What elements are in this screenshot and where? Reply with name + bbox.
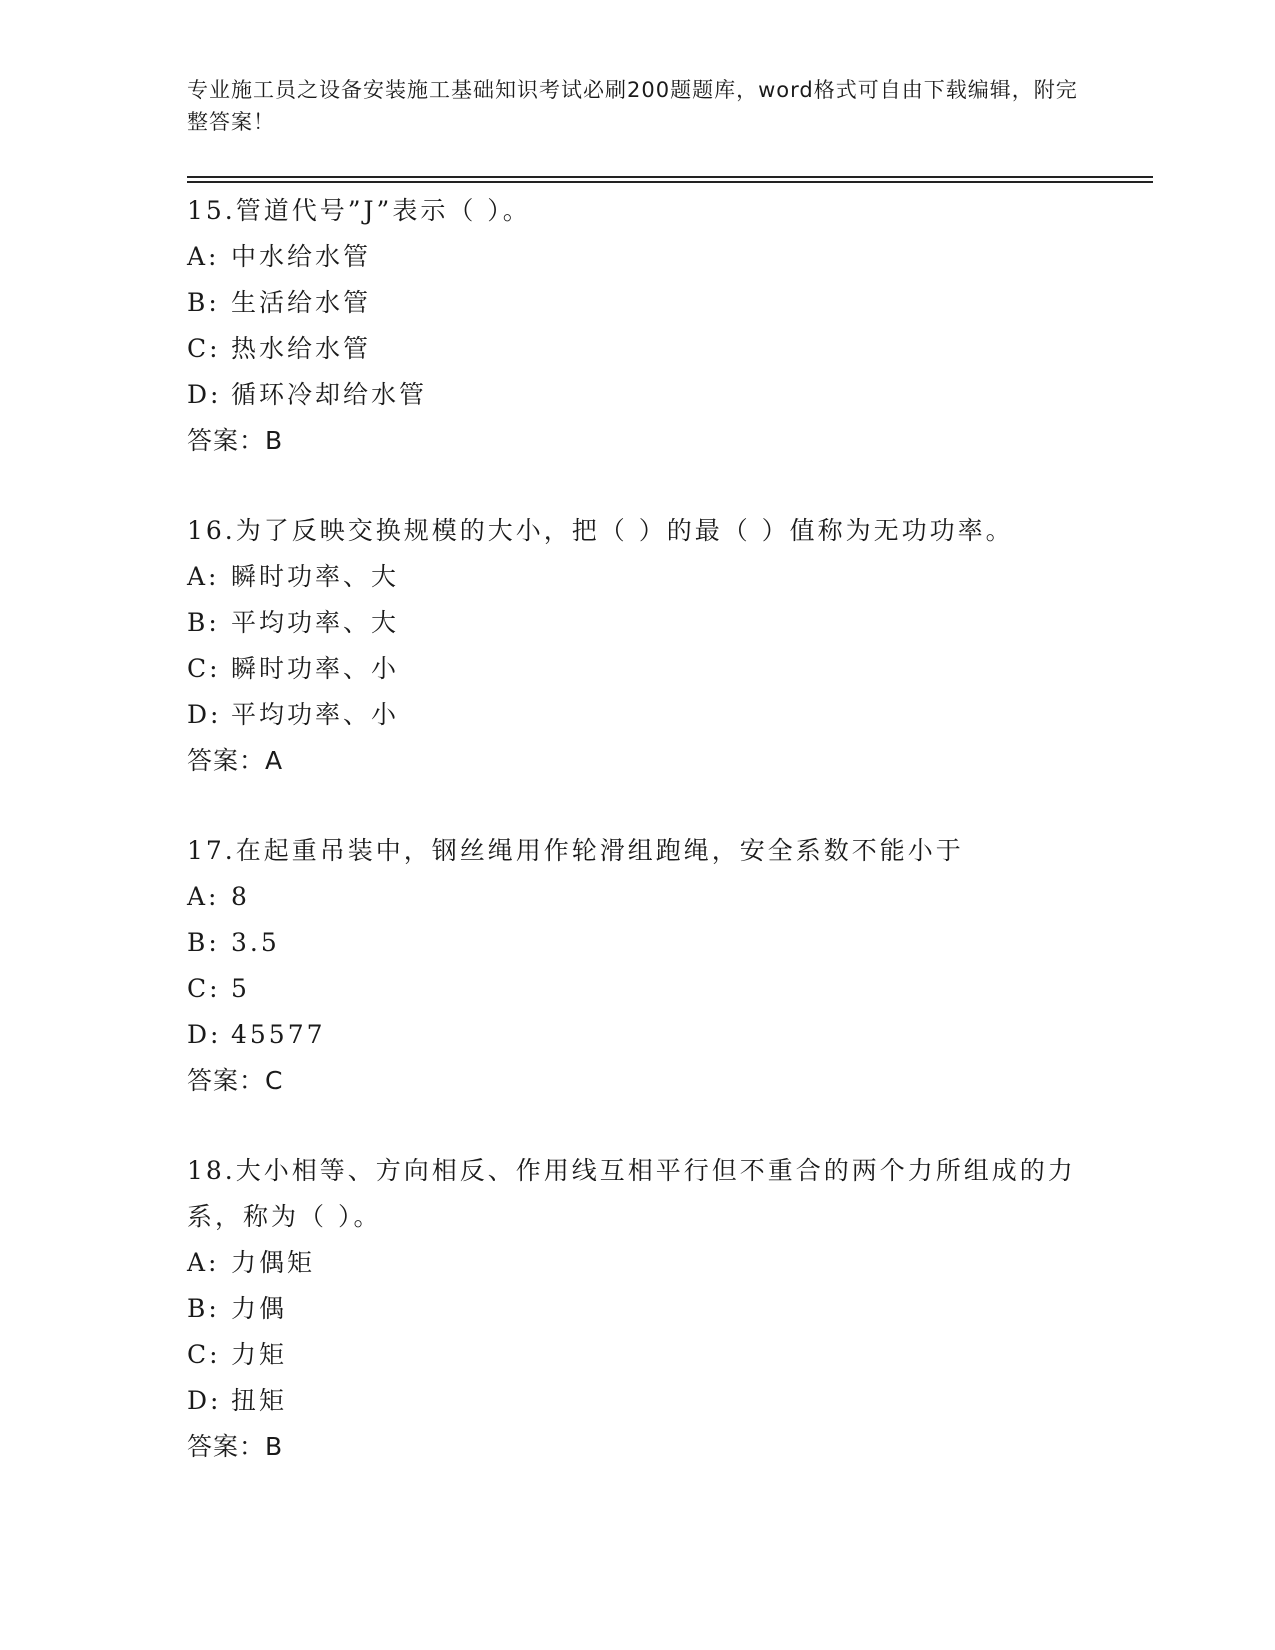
option-text: 瞬时功率、大 (231, 562, 400, 591)
option-key: A: (187, 562, 220, 591)
question-17 (187, 828, 1087, 1104)
header-divider-top (187, 176, 1153, 178)
option-d (187, 372, 1087, 418)
header-divider-bottom (187, 181, 1153, 183)
question-title: 18.大小相等、方向相反、作用线互相平行但不重合的两个力所组成的力系，称为（ ）。 (187, 1156, 1076, 1231)
option-d (187, 1378, 1087, 1424)
option-d (187, 692, 1087, 738)
option-c (187, 966, 1087, 1012)
option-b (187, 280, 1087, 326)
option-text: 力偶 (231, 1294, 288, 1323)
option-key: A: (187, 882, 220, 911)
option-key: A: (187, 1248, 220, 1277)
question-title: 15.管道代号”J”表示（ ）。 (187, 196, 531, 225)
answer-line: 答案：B (187, 1432, 284, 1461)
option-text: 中水给水管 (231, 242, 372, 271)
option-text: 力矩 (231, 1340, 288, 1369)
option-text: 循环冷却给水管 (231, 380, 428, 409)
option-text: 5 (231, 974, 250, 1003)
question-15 (187, 188, 1087, 464)
option-b (187, 1286, 1087, 1332)
option-key: C: (187, 974, 221, 1003)
option-b (187, 600, 1087, 646)
option-text: 生活给水管 (231, 288, 372, 317)
option-a (187, 874, 1087, 920)
option-a (187, 1240, 1087, 1286)
option-key: C: (187, 1340, 221, 1369)
answer-line: 答案：C (187, 1066, 284, 1095)
answer-line: 答案：B (187, 426, 284, 455)
question-title: 17.在起重吊装中，钢丝绳用作轮滑组跑绳，安全系数不能小于 (187, 836, 964, 865)
answer-line: 答案：A (187, 746, 284, 775)
option-key: B: (187, 1294, 220, 1323)
option-c (187, 326, 1087, 372)
option-key: B: (187, 928, 220, 957)
option-text: 45577 (231, 1020, 326, 1049)
question-title: 16.为了反映交换规模的大小，把（ ）的最（ ）值称为无功功率。 (187, 516, 1014, 545)
question-18 (187, 1148, 1087, 1470)
option-key: B: (187, 608, 220, 637)
option-b (187, 920, 1087, 966)
option-key: C: (187, 334, 221, 363)
option-key: D: (187, 700, 222, 729)
option-c (187, 1332, 1087, 1378)
option-key: D: (187, 1020, 222, 1049)
option-key: D: (187, 1386, 222, 1415)
question-16 (187, 508, 1087, 784)
option-text: 8 (231, 882, 250, 911)
option-text: 瞬时功率、小 (231, 654, 400, 683)
option-key: D: (187, 380, 222, 409)
option-text: 扭矩 (231, 1386, 288, 1415)
option-text: 平均功率、小 (231, 700, 400, 729)
option-text: 平均功率、大 (231, 608, 400, 637)
option-text: 3.5 (231, 928, 280, 957)
document-header: 专业施工员之设备安装施工基础知识考试必刷200题题库，word格式可自由下载编辑，附完整答案！ (187, 78, 1078, 134)
option-text: 热水给水管 (231, 334, 372, 363)
option-c (187, 646, 1087, 692)
option-key: B: (187, 288, 220, 317)
option-key: C: (187, 654, 221, 683)
option-d (187, 1012, 1087, 1058)
option-text: 力偶矩 (231, 1248, 316, 1277)
option-a (187, 554, 1087, 600)
option-key: A: (187, 242, 220, 271)
option-a (187, 234, 1087, 280)
